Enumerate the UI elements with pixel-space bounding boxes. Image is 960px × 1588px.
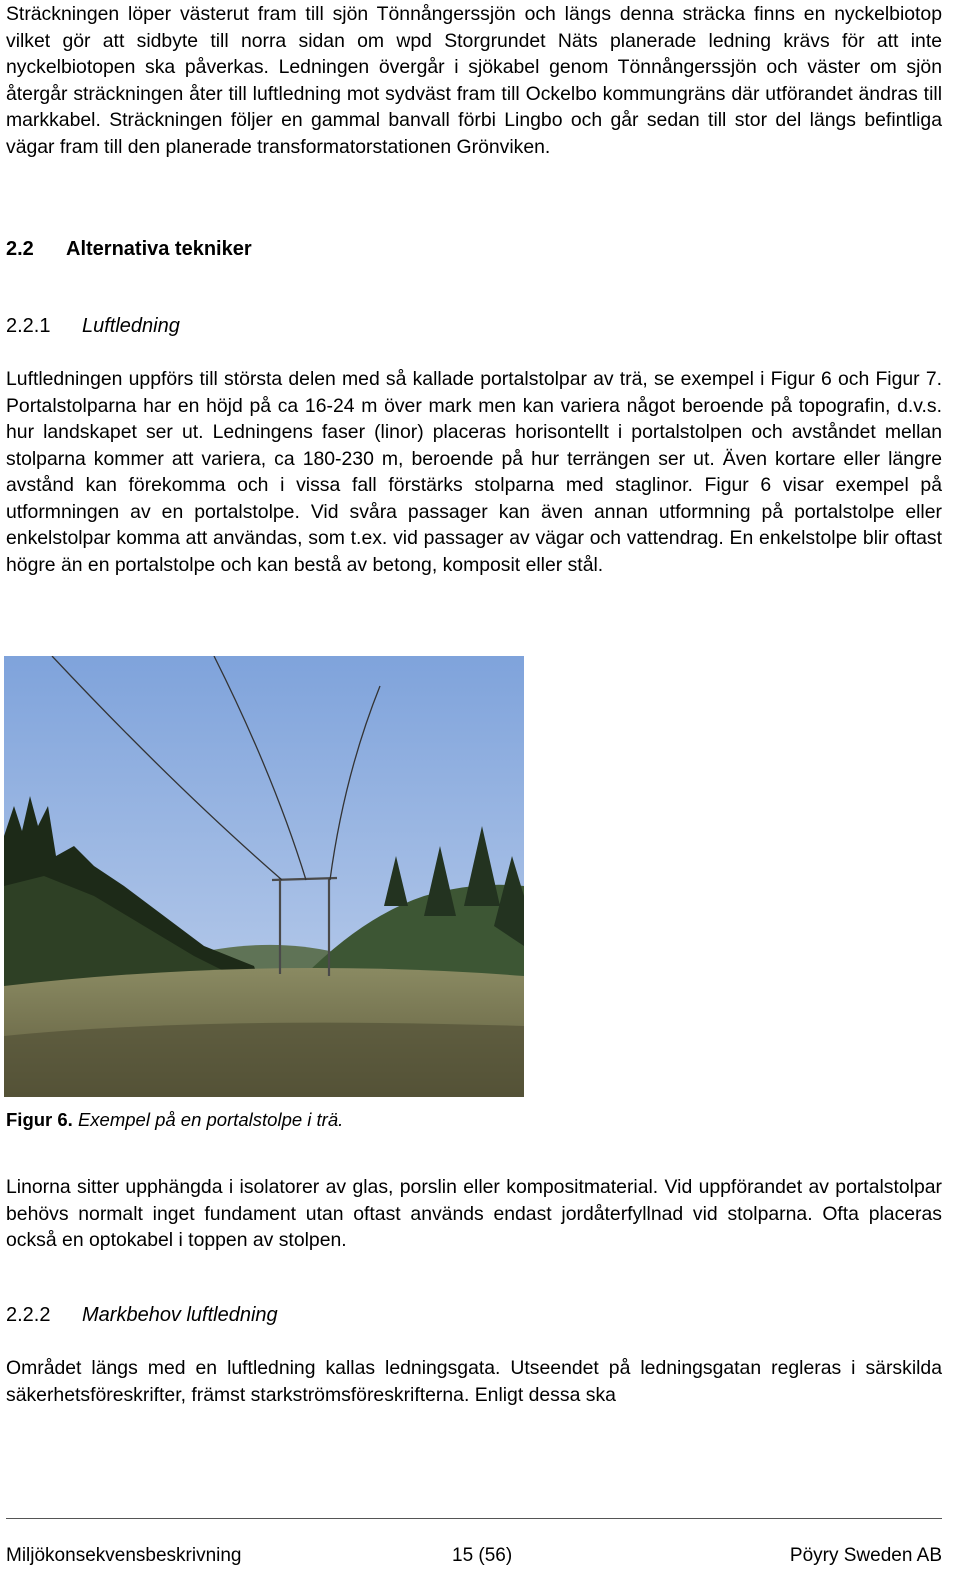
section-heading <box>6 238 252 261</box>
footer-page-number: 15 (56) <box>452 1545 513 1566</box>
figure-portal-pole-photo <box>4 656 524 1097</box>
intro-paragraph: Sträckningen löper västerut fram till sjön Tönnångerssjön och längs denna sträcka finns en nyckelbiotop vilket gör att sidbyte till norra sidan om wpd Storgrundet Näts planerade ledning krävs för att inte nyckelbiotopen ska påverkas. Ledningen övergår i sjökabel genom Tönnångerssjön och väster om sjön återgår sträckningen åter till luftledning mot sydväst fram till Ockelbo kommungräns där utförandet ändras till markkabel. Sträckningen följer en gammal banvall förbi Lingbo och går sedan till stor del längs befintliga vägar fram till den planerade transformatorstationen Grönviken. <box>6 3 942 158</box>
foreground-grass <box>4 1023 524 1097</box>
power-line-photo <box>4 656 524 1097</box>
subsection-heading-luftledning <box>6 315 180 338</box>
section-number: 2.2 <box>6 238 34 260</box>
section-title: Alternativa tekniker <box>66 238 252 260</box>
subsection-title: Luftledning <box>82 315 180 337</box>
footer-company: Pöyry Sweden AB <box>789 1545 942 1566</box>
markbehov-paragraph: Området längs med en luftledning kallas ledningsgata. Utseendet på ledningsgatan regleras i särskilda säkerhetsföreskrifter, främst starkströmsföreskrifterna. Enligt dessa ska <box>6 1357 942 1406</box>
figure-caption <box>6 1109 343 1131</box>
footer-divider <box>6 1518 942 1519</box>
figure-label: Figur 6. <box>6 1109 73 1130</box>
figure-caption-text: Exempel på en portalstolpe i trä. <box>77 1109 344 1130</box>
subsection-number: 2.2.2 <box>6 1304 51 1326</box>
luftledning-paragraph: Luftledningen uppförs till största delen med så kallade portalstolpar av trä, se exempel i Figur 6 och Figur 7. Portalstolparna har en höjd på ca 16-24 m över mark men kan variera något beroende på topografin, d.v.s. hur landskapet ser ut. Ledningens faser (linor) placeras horisontellt i portalstolpen och avståndet mellan stolparna kommer att variera, ca 180-230 m, beroende på hur terrängen ser ut. Även kortare eller längre avstånd kan förekomma och i vissa fall förstärks stolparna med staglinor. Figur 6 visar exempel på utformningen av en portalstolpe. Vid svåra passager kan även annan utformning på portalstolpe eller enkelstolpar komma att användas, som t.ex. vid passager av vägar och vattendrag. En enkelstolpe blir oftast högre än en portalstolpe och kan bestå av betong, komposit eller stål. <box>6 368 942 576</box>
subsection-heading-markbehov <box>6 1304 278 1327</box>
subsection-number: 2.2.1 <box>6 315 51 337</box>
subsection-title: Markbehov luftledning <box>82 1304 278 1326</box>
footer-document-title: Miljökonsekvensbeskrivning <box>6 1545 242 1566</box>
page-footer <box>6 1545 942 1571</box>
insulators-paragraph: Linorna sitter upphängda i isolatorer av glas, porslin eller kompositmaterial. Vid uppförandet av portalstolpar behövs normalt inget fundament utan oftast används endast jordåterfyllnad vid stolparna. Ofta placeras också en optokabel i toppen av stolpen. <box>6 1176 942 1251</box>
